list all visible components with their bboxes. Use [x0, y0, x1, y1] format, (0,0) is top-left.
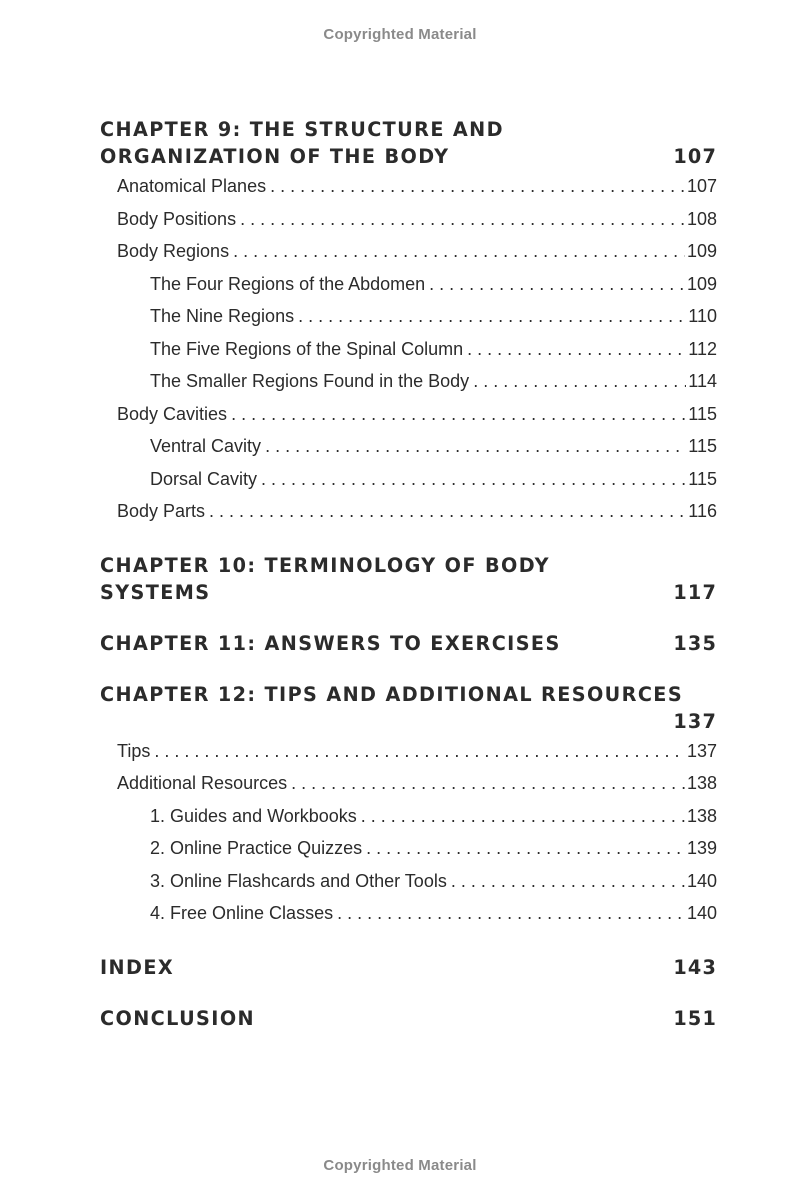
chapter-title: CHAPTER 9: THE STRUCTURE AND ORGANIZATION OF THE BODY	[100, 118, 504, 168]
entry-title: Dorsal Cavity	[150, 468, 258, 489]
toc-entry-body-cavities[interactable]	[100, 398, 717, 431]
chapter-page: 151	[673, 1006, 717, 1030]
entry-page: 107	[686, 176, 717, 196]
dot-leader	[261, 463, 686, 496]
entry-page: 114	[688, 371, 717, 391]
entry-title: Body Parts	[117, 501, 206, 521]
entry-page: 138	[686, 805, 717, 826]
toc-entry-four-regions-abdomen[interactable]	[100, 268, 717, 301]
toc-chapter-12[interactable]	[100, 681, 717, 735]
toc-entry-online-practice-quizzes[interactable]	[100, 832, 717, 865]
copyright-watermark-top: Copyrighted Material	[323, 26, 477, 43]
toc-chapter-10[interactable]	[100, 552, 717, 606]
toc-chapter-11[interactable]	[100, 630, 717, 657]
toc-entry-body-positions[interactable]	[100, 203, 717, 236]
entry-page: 137	[686, 740, 717, 761]
dot-leader	[429, 268, 685, 301]
entry-title: Ventral Cavity	[150, 436, 262, 456]
toc-entry-guides-workbooks[interactable]	[100, 800, 717, 833]
entry-page: 109	[686, 241, 717, 261]
entry-title: Body Regions	[117, 241, 230, 261]
toc-entry-online-flashcards[interactable]	[100, 865, 717, 898]
entry-title: Tips	[117, 740, 151, 761]
entry-title: The Four Regions of the Abdomen	[150, 273, 426, 294]
dot-leader	[473, 365, 686, 398]
entry-title: 3. Online Flashcards and Other Tools	[150, 870, 447, 891]
table-of-contents	[100, 116, 717, 1032]
toc-entry-body-regions[interactable]	[100, 235, 717, 268]
chapter-page: 117	[673, 580, 717, 604]
toc-index[interactable]	[100, 954, 717, 981]
chapter-title: CHAPTER 11: ANSWERS TO EXERCISES	[100, 631, 561, 655]
toc-chapter-9[interactable]	[100, 116, 717, 170]
chapter-title: INDEX	[100, 955, 175, 979]
entry-page: 110	[688, 306, 717, 326]
toc-entry-nine-regions[interactable]	[100, 300, 717, 333]
entry-page: 115	[688, 436, 717, 456]
dot-leader	[154, 735, 685, 768]
chapter-title: CONCLUSION	[100, 1006, 255, 1030]
entry-page: 140	[686, 903, 717, 923]
entry-title: Body Cavities	[117, 403, 228, 424]
chapter-title: CHAPTER 10: TERMINOLOGY OF BODY SYSTEMS	[100, 553, 550, 604]
dot-leader	[337, 897, 685, 930]
chapter-page: 135	[673, 631, 717, 655]
chapter-page: 143	[673, 955, 717, 979]
toc-entry-body-parts[interactable]	[100, 495, 717, 528]
dot-leader	[233, 235, 685, 268]
entry-title: 2. Online Practice Quizzes	[150, 838, 363, 858]
dot-leader	[467, 333, 686, 366]
entry-page: 138	[686, 773, 717, 793]
entry-page: 109	[686, 273, 717, 294]
chapter-page: 107	[673, 145, 717, 168]
toc-entry-five-regions-spinal-column[interactable]	[100, 333, 717, 366]
entry-page: 115	[688, 468, 717, 489]
dot-leader	[209, 495, 686, 528]
entry-page: 108	[686, 208, 717, 229]
chapter-page: 137	[673, 709, 717, 733]
toc-entry-tips[interactable]	[100, 735, 717, 768]
toc-entry-dorsal-cavity[interactable]	[100, 463, 717, 496]
chapter-title: CHAPTER 12: TIPS AND ADDITIONAL RESOURCES	[100, 682, 684, 706]
entry-page: 112	[688, 338, 717, 359]
entry-page: 115	[688, 403, 717, 424]
entry-title: 1. Guides and Workbooks	[150, 805, 357, 826]
entry-title: The Five Regions of the Spinal Column	[150, 338, 464, 359]
toc-conclusion[interactable]	[100, 1005, 717, 1032]
entry-page: 140	[686, 870, 717, 891]
toc-entry-free-online-classes[interactable]	[100, 897, 717, 930]
dot-leader	[240, 203, 685, 236]
dot-leader	[451, 865, 685, 898]
entry-title: The Nine Regions	[150, 306, 295, 326]
toc-entry-smaller-regions[interactable]	[100, 365, 717, 398]
dot-leader	[298, 300, 686, 333]
entry-page: 116	[688, 501, 717, 521]
toc-entry-ventral-cavity[interactable]	[100, 430, 717, 463]
entry-title: The Smaller Regions Found in the Body	[150, 371, 470, 391]
dot-leader	[366, 832, 685, 865]
entry-page: 139	[686, 838, 717, 858]
toc-entry-anatomical-planes[interactable]	[100, 170, 717, 203]
dot-leader	[265, 430, 686, 463]
copyright-watermark-bottom: Copyrighted Material	[323, 1157, 477, 1174]
entry-title: 4. Free Online Classes	[150, 903, 334, 923]
dot-leader	[291, 767, 685, 800]
dot-leader	[361, 800, 685, 833]
toc-entry-additional-resources[interactable]	[100, 767, 717, 800]
entry-title: Anatomical Planes	[117, 176, 267, 196]
entry-title: Additional Resources	[117, 773, 288, 793]
dot-leader	[231, 398, 686, 431]
dot-leader	[270, 170, 685, 203]
entry-title: Body Positions	[117, 208, 237, 229]
